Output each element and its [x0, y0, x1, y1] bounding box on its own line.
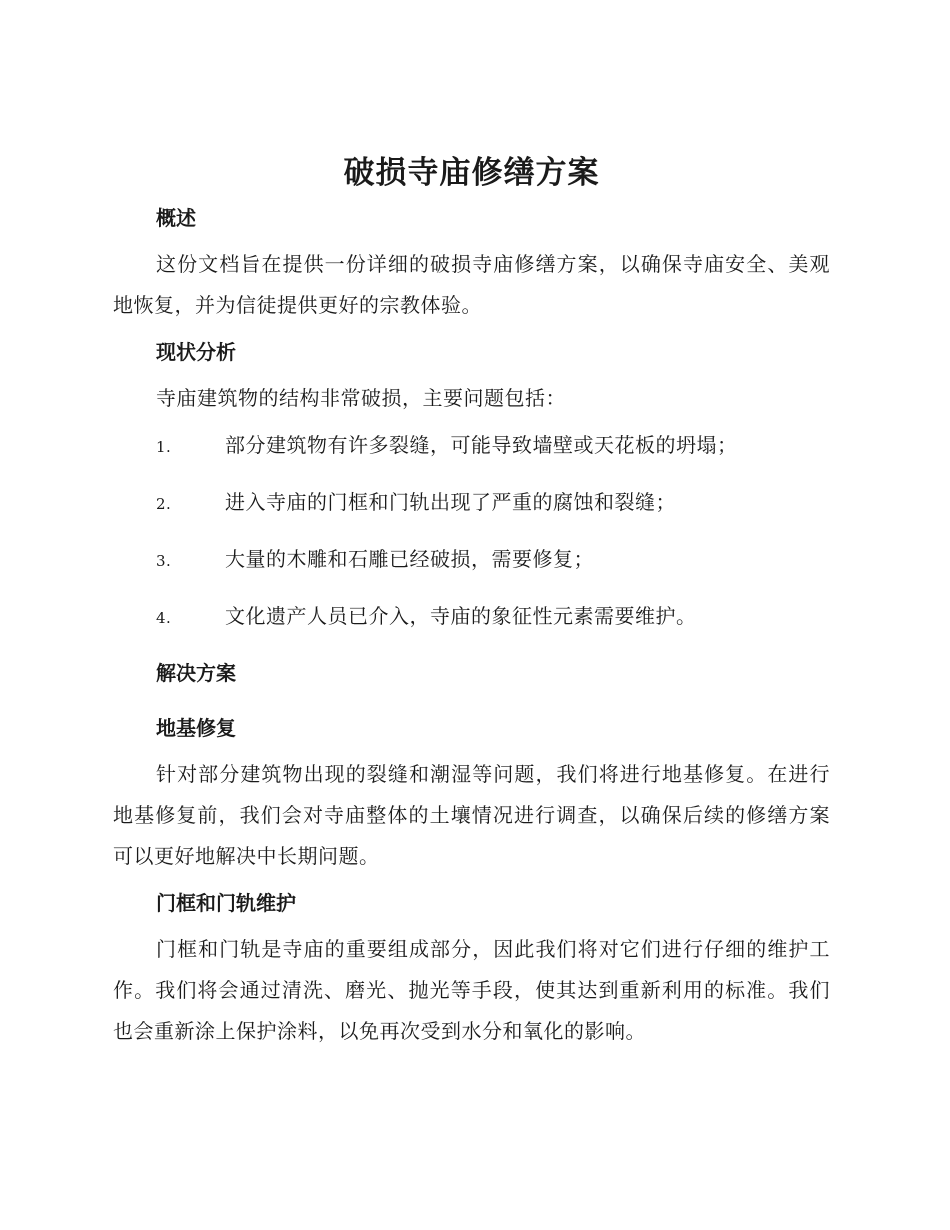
list-item-number: 1. — [156, 438, 172, 456]
list-item-number: 4. — [156, 609, 172, 627]
list-item-text: 部分建筑物有许多裂缝，可能导致墙壁或天花板的坍塌； — [225, 433, 738, 457]
list-item — [113, 490, 830, 516]
heading-foundation: 地基修复 — [156, 716, 236, 740]
list-item-number: 2. — [156, 495, 172, 513]
paragraph-status-intro: 寺庙建筑物的结构非常破损，主要问题包括： — [156, 386, 566, 410]
heading-overview: 概述 — [156, 206, 196, 230]
paragraph-door-maintenance: 门框和门轨是寺庙的重要组成部分，因此我们将对它们进行仔细的维护工作。我们将会通过清洗、磨光、抛光等手段，使其达到重新利用的标准。我们也会重新涂上保护涂料，以免再次受到水分和氧化的影响。 — [113, 937, 830, 1043]
document-content — [113, 148, 830, 1052]
list-item — [113, 433, 830, 459]
document-title: 破损寺庙修缮方案 — [343, 155, 600, 191]
heading-solution: 解决方案 — [156, 661, 236, 685]
paragraph-overview: 这份文档旨在提供一份详细的破损寺庙修缮方案，以确保寺庙安全、美观地恢复，并为信徒提供更好的宗教体验。 — [113, 252, 830, 317]
heading-door-maintenance: 门框和门轨维护 — [156, 891, 296, 915]
list-item-number: 3. — [156, 552, 172, 570]
list-item — [113, 604, 830, 630]
heading-status: 现状分析 — [156, 340, 236, 364]
list-item-text: 文化遗产人员已介入，寺庙的象征性元素需要维护。 — [225, 604, 697, 628]
list-item-text: 进入寺庙的门框和门轨出现了严重的腐蚀和裂缝； — [225, 490, 676, 514]
issue-list — [113, 433, 830, 630]
paragraph-foundation: 针对部分建筑物出现的裂缝和潮湿等问题，我们将进行地基修复。在进行地基修复前，我们会对寺庙整体的土壤情况进行调查，以确保后续的修缮方案可以更好地解决中长期问题。 — [113, 762, 830, 868]
list-item — [113, 547, 830, 573]
list-item-text: 大量的木雕和石雕已经破损，需要修复； — [225, 547, 594, 571]
